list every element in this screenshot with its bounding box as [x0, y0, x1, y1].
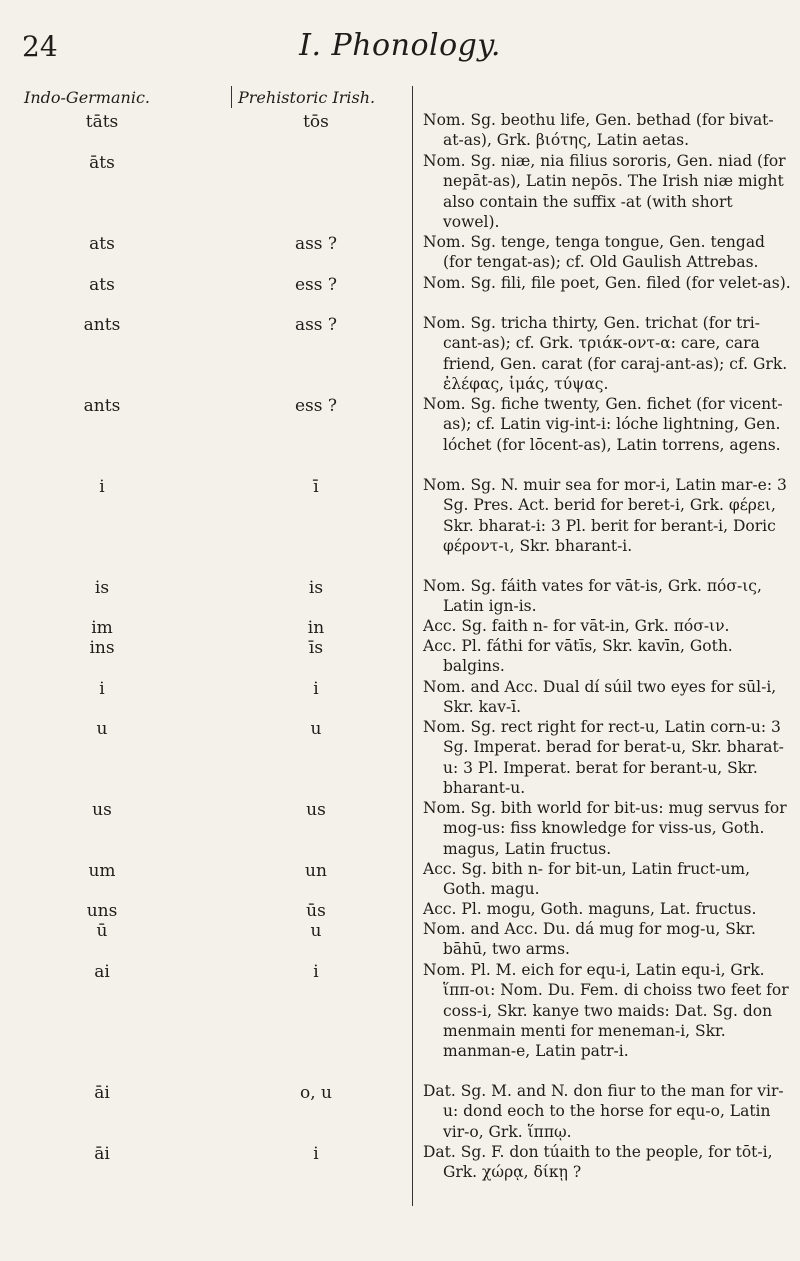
irish-form: ess ? — [294, 275, 338, 295]
column-header-prehistoric-irish: Prehistoric Irish. — [238, 88, 376, 107]
page-number: 24 — [22, 30, 58, 63]
entry-description: Nom. and Acc. Dual dí súil two eyes for sūl-i, Skr. kav-ī. — [423, 678, 777, 717]
entry-description: Nom. Sg. beothu life, Gen. bethad (for bivat-at-as), Grk. βιότης, Latin aetas. — [423, 111, 774, 150]
irish-form: ass ? — [294, 234, 338, 254]
entry-description: Nom. Sg. fiche twenty, Gen. fichet (for vicent-as); cf. Latin vig-int-i: lóche lightning, Gen. lóchet (for lōcent-as), Latin torrens, agens. — [423, 395, 783, 454]
entry-description: Nom. and Acc. Du. dá mug for mog-u, Skr. bāhū, two arms. — [423, 920, 756, 959]
entry-description: Dat. Sg. M. and N. don fiur to the man for vir-u: dond eoch to the horse for equ-o, Latin vir-o, Grk. ἵππῳ. — [423, 1082, 784, 1141]
entry-description: Nom. Sg. rect right for rect-u, Latin corn-u: 3 Sg. Imperat. berad for berat-u, Skr. bharat-u: 3 Pl. Imperat. berat for berant-u, Skr. bharant-u. — [423, 718, 784, 797]
irish-form: u — [310, 719, 322, 739]
irish-form: un — [305, 861, 327, 881]
ie-form: ū — [96, 921, 108, 941]
irish-form: ī — [313, 477, 319, 497]
ie-form: āi — [94, 1144, 110, 1164]
ie-form: āi — [94, 1083, 110, 1103]
irish-form: in — [307, 618, 325, 638]
entry-description: Dat. Sg. F. don túaith to the people, for tōt-i, Grk. χώρᾳ, δίκῃ ? — [423, 1143, 773, 1182]
column-header-indo-germanic: Indo-Germanic. — [24, 88, 150, 107]
irish-form: i — [313, 1144, 319, 1164]
ie-form: ants — [83, 396, 121, 416]
irish-form: i — [313, 679, 319, 699]
ie-form: im — [91, 618, 113, 638]
ie-form: uns — [86, 901, 118, 921]
irish-form: o, u — [300, 1083, 332, 1103]
ie-form: us — [92, 800, 112, 820]
ie-form: ats — [89, 275, 115, 295]
irish-form: īs — [308, 638, 324, 658]
entry-description: Nom. Sg. tenge, tenga tongue, Gen. tengad (for tengat-as); cf. Old Gaulish Attrebas. — [423, 233, 765, 272]
column-divider — [412, 86, 413, 1206]
ie-form: ats — [89, 234, 115, 254]
irish-form: ess ? — [294, 396, 338, 416]
irish-form: ūs — [306, 901, 326, 921]
entry-description: Nom. Pl. M. eich for equ-i, Latin equ-i, Grk. ἵππ-οι: Nom. Du. Fem. di choiss two feet for coss-i, Skr. kanye two maids: Dat. Sg. don menmain menti for meneman-i, Skr. manman-e, Latin patr-i. — [423, 961, 789, 1061]
ie-form: is — [94, 578, 110, 598]
ie-form: i — [99, 679, 105, 699]
ie-form: u — [96, 719, 108, 739]
entry-description: Acc. Pl. mogu, Goth. maguns, Lat. fructus. — [423, 900, 757, 918]
ie-form: tāts — [85, 112, 119, 132]
entry-description: Nom. Sg. tricha thirty, Gen. trichat (for tri-cant-as); cf. Grk. τριάκ-οντ-α: care, cara friend, Gen. carat (for caraj-ant-as); cf. Grk. ἐλέφας, ἱμάς, τύψας. — [423, 314, 788, 393]
ie-form: āts — [89, 153, 115, 173]
column-divider — [231, 86, 232, 108]
irish-form: ass ? — [294, 315, 338, 335]
ie-form: um — [88, 861, 116, 881]
running-title: I. Phonology. — [299, 28, 501, 63]
ie-form: i — [99, 477, 105, 497]
ie-form: ants — [83, 315, 121, 335]
entry-description: Acc. Sg. faith n- for vāt-in, Grk. πόσ-ιν. — [423, 617, 730, 635]
entry-description: Acc. Pl. fáthi for vātīs, Skr. kavīn, Goth. balgins. — [423, 637, 733, 676]
entry-description: Nom. Sg. N. muir sea for mor-i, Latin mar-e: 3 Sg. Pres. Act. berid for beret-i, Grk. φέρει, Skr. bharat-i: 3 Pl. berit for berant-i, Doric φέροντ-ι, Skr. bharant-i. — [423, 476, 787, 555]
irish-form: tōs — [303, 112, 329, 132]
entry-description: Nom. Sg. fáith vates for vāt-is, Grk. πόσ-ις, Latin ign-is. — [423, 577, 762, 616]
irish-form: is — [308, 578, 324, 598]
ie-form: ins — [89, 638, 115, 658]
irish-form: i — [313, 962, 319, 982]
ie-form: ai — [94, 962, 110, 982]
irish-form: us — [306, 800, 326, 820]
entry-description: Nom. Sg. fili, file poet, Gen. filed (for velet-as). — [423, 274, 791, 292]
entry-description: Acc. Sg. bith n- for bit-un, Latin fruct-um, Goth. magu. — [423, 860, 751, 899]
entry-description: Nom. Sg. bith world for bit-us: mug servus for mog-us: fiss knowledge for viss-us, Goth. magus, Latin fructus. — [423, 799, 787, 858]
irish-form: u — [310, 921, 322, 941]
entry-description: Nom. Sg. niæ, nia filius sororis, Gen. niad (for nepāt-as), Latin nepōs. The Irish niæ might also contain the suffix -at (with short vowel). — [423, 152, 786, 231]
